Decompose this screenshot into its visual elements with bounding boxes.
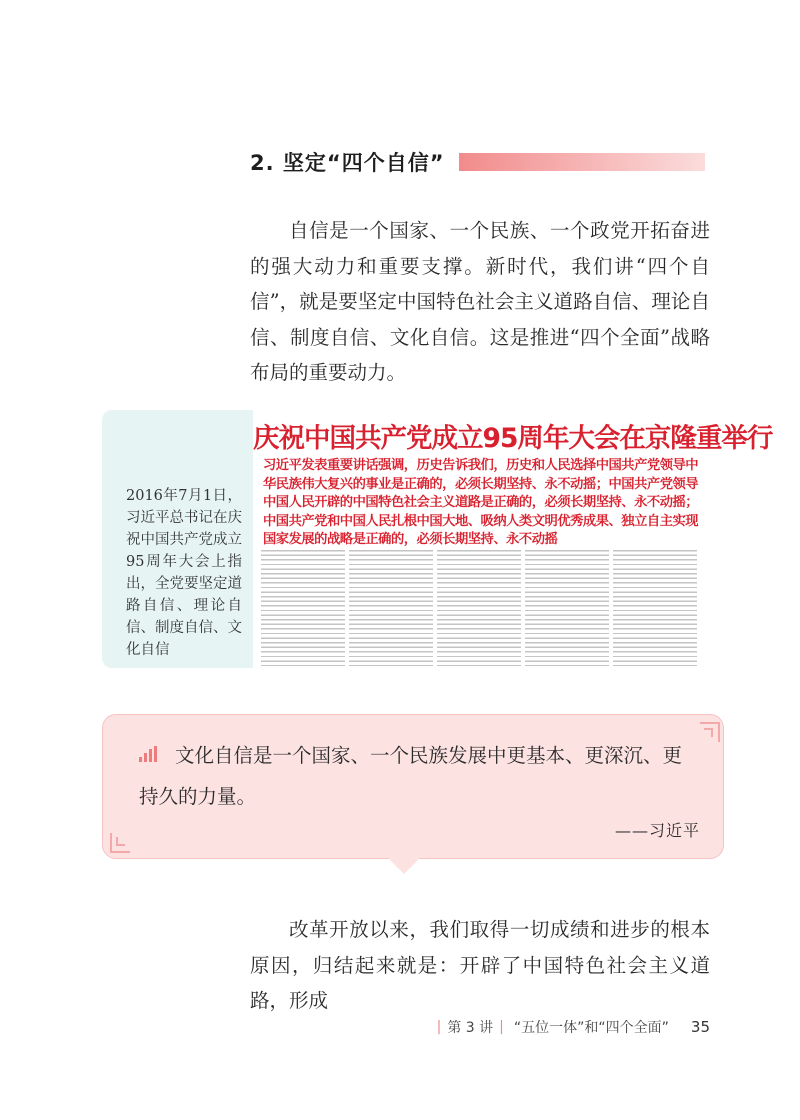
- footer-chapter: 第 3 讲: [447, 1020, 494, 1036]
- page-footer: [400, 1016, 710, 1038]
- quote-text: 文化自信是一个国家、一个民族发展中更基本、更深沉、更持久的力量。: [139, 744, 683, 808]
- newspaper-subtitle: 习近平发表重要讲话强调，历史告诉我们，历史和人民选择中国共产党领导中华民族伟大复兴的事业是正确的，必须长期坚持、永不动摇；中国共产党领导中国人民开辟的中国特色社会主义道路是正确的，必须长期坚持、永不动摇；中国共产党和中国人民扎根中国大地、吸纳人类文明优秀成果、独立自主实现国家发展的战略是正确的，必须长期坚持、永不动摇: [263, 458, 699, 547]
- newspaper-column: [525, 550, 609, 666]
- newspaper-photo: [253, 410, 773, 668]
- photo-caption: 2016年7月1日，习近平总书记在庆祝中国共产党成立95周年大会上指出，全党要坚定道路自信、理论自信、制度自信、文化自信: [126, 488, 242, 658]
- newspaper-column: [437, 550, 521, 666]
- section-heading: [250, 148, 705, 176]
- newspaper-column: [613, 550, 697, 666]
- newspaper-headline: 庆祝中国共产党成立95周年大会在京隆重举行: [253, 423, 773, 454]
- page-number: 35: [690, 1018, 710, 1036]
- corner-ornament-top-right: [700, 722, 720, 742]
- corner-ornament-bottom-left: [110, 833, 130, 853]
- footer-divider: |: [499, 1019, 504, 1035]
- body-paragraph-2: 改革开放以来，我们取得一切成绩和进步的根本原因，归结起来就是：开辟了中国特色社会主义道路，形成: [250, 918, 710, 1012]
- footer-chapter-title: “五位一体”和“四个全面”: [513, 1020, 669, 1036]
- newspaper-column: [261, 550, 345, 666]
- quote-box-notch: [388, 858, 420, 874]
- newspaper-body-columns: [261, 550, 697, 666]
- quote-author: ——习近平: [614, 821, 700, 840]
- newspaper-column: [349, 550, 433, 666]
- body-paragraph-1: 自信是一个国家、一个民族、一个政党开拓奋进的强大动力和重要支撑。新时代，我们讲“四个自信”，就是要坚定中国特色社会主义道路自信、理论自信、制度自信、文化自信。这是推进“四个全面”战略布局的重要动力。: [250, 219, 710, 384]
- footer-divider: |: [436, 1019, 442, 1035]
- section-title: 2. 坚定“四个自信”: [250, 151, 445, 175]
- heading-accent-bar: [459, 153, 705, 171]
